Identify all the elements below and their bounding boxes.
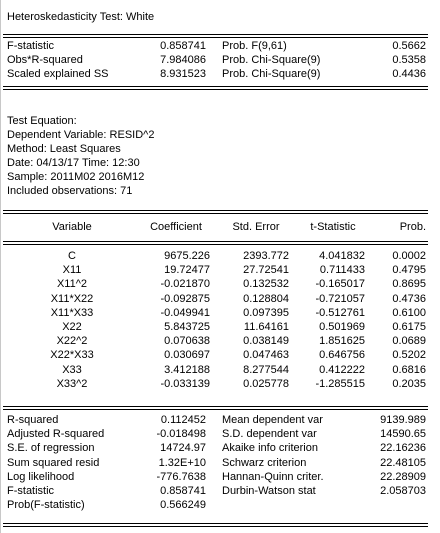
coef-cell: 0.711433 <box>319 264 365 277</box>
coef-variable-name: X22^2 <box>56 335 88 348</box>
coef-cell: 0.070638 <box>164 335 210 348</box>
coef-cell: 0.501969 <box>319 321 365 333</box>
coef-cell: 0.5202 <box>392 349 426 362</box>
coef-cell: -0.049941 <box>160 306 210 319</box>
coef-cell: 0.646756 <box>319 349 365 362</box>
coef-cell: 0.132532 <box>243 278 289 291</box>
coef-cell: 0.6175 <box>392 321 426 333</box>
coef-variable-name: X33^2 <box>56 377 88 390</box>
stat-label: Prob(F-statistic) <box>7 499 85 512</box>
equation-info-line: Included observations: 71 <box>7 185 133 197</box>
coef-cell: 0.6100 <box>392 306 426 319</box>
stat-value: 2.058703 <box>380 485 426 497</box>
test-prob-label: Prob. Chi-Square(9) <box>222 54 321 66</box>
test-prob-value: 0.5662 <box>392 40 426 52</box>
coef-cell: 0.412222 <box>319 363 365 376</box>
stats-bottom-rule <box>3 523 428 527</box>
equation-info-line: Method: Least Squares <box>7 143 121 155</box>
coef-cell: 0.2035 <box>392 377 426 390</box>
test-prob-value: 0.5358 <box>392 54 426 66</box>
coef-cell: 3.412188 <box>164 363 210 376</box>
coef-cell: -0.512761 <box>315 306 365 319</box>
coef-cell: 2393.772 <box>243 250 289 262</box>
coef-cell: 0.128804 <box>243 292 289 305</box>
coef-cell: 5.843725 <box>164 321 210 333</box>
coef-bottom-rule <box>3 406 428 410</box>
test-stat-name: Scaled explained SS <box>7 68 109 80</box>
coef-cell: 9675.226 <box>164 250 210 262</box>
stat-label: Schwarz criterion <box>222 456 307 469</box>
coef-cell: 0.0002 <box>392 250 426 262</box>
coef-cell: 11.64161 <box>243 321 289 333</box>
tests-rule <box>3 86 428 90</box>
left-border <box>0 0 1 533</box>
test-stat-name: F-statistic <box>7 40 55 52</box>
coef-cell: -0.033139 <box>160 377 210 390</box>
coef-cell: 19.72477 <box>164 264 210 277</box>
stat-label: Sum squared resid <box>7 456 100 469</box>
coef-cell: 0.025778 <box>243 377 289 390</box>
coef-cell: -1.285515 <box>315 377 365 390</box>
coef-cell: 8.277544 <box>243 363 289 376</box>
coef-variable-name: X11^2 <box>56 278 88 291</box>
coef-cell: 0.097395 <box>243 306 289 319</box>
coef-cell: -0.021870 <box>160 278 210 291</box>
coef-column-header: t-Statistic <box>310 221 356 233</box>
coef-cell: 4.041832 <box>319 250 365 262</box>
stat-value: 14590.65 <box>380 428 426 441</box>
stat-label: S.E. of regression <box>7 442 95 455</box>
coef-variable-name: X11*X22 <box>50 292 94 305</box>
stat-label: S.D. dependent var <box>222 428 317 441</box>
test-stat-value: 0.858741 <box>160 40 206 52</box>
stat-label: Log likelihood <box>7 470 75 483</box>
test-prob-label: Prob. F(9,61) <box>222 40 287 52</box>
coef-variable-name: X11 <box>62 264 82 277</box>
stat-value: 0.566249 <box>160 499 206 512</box>
title-rule <box>3 34 428 38</box>
stat-value: 22.28909 <box>380 470 426 483</box>
coef-cell: 0.6816 <box>392 363 426 376</box>
coef-variable-name: X33 <box>62 363 82 376</box>
coef-cell: -0.092875 <box>160 292 210 305</box>
stat-label: Adjusted R-squared <box>7 428 105 441</box>
coef-variable-name: X22 <box>62 321 82 333</box>
test-stat-value: 7.984086 <box>160 54 206 66</box>
stat-value: 0.858741 <box>160 485 206 497</box>
stat-label: Mean dependent var <box>222 414 323 426</box>
stat-label: Akaike info criterion <box>222 442 318 455</box>
equation-info-line: Dependent Variable: RESID^2 <box>7 129 155 141</box>
test-prob-value: 0.4436 <box>392 68 426 80</box>
coef-column-header: Prob. <box>399 221 426 233</box>
output-title: Heteroskedasticity Test: White <box>7 11 155 23</box>
stat-label: Durbin-Watson stat <box>222 485 316 497</box>
coef-cell: 0.4736 <box>392 292 426 305</box>
coef-cell: 0.047463 <box>243 349 289 362</box>
coef-variable-name: X11*X33 <box>50 306 94 319</box>
coef-column-header: Coefficient <box>150 221 202 233</box>
stat-value: -776.7638 <box>156 470 206 483</box>
stat-value: 14724.97 <box>160 442 206 455</box>
test-stat-value: 8.931523 <box>160 68 206 80</box>
equation-info-line: Test Equation: <box>7 115 77 127</box>
stat-label: F-statistic <box>7 485 55 497</box>
coef-column-header: Variable <box>52 221 92 233</box>
coef-cell: -0.165017 <box>315 278 365 291</box>
stat-label: R-squared <box>7 414 59 426</box>
coef-cell: 0.038149 <box>243 335 289 348</box>
coef-cell: 27.72541 <box>243 264 289 277</box>
stat-value: 22.48105 <box>380 456 426 469</box>
stat-value: 22.16236 <box>380 442 426 455</box>
coef-cell: 1.851625 <box>319 335 365 348</box>
coef-variable-name: X22*X33 <box>50 349 94 362</box>
stat-value: -0.018498 <box>156 428 206 441</box>
equation-info-line: Sample: 2011M02 2016M12 <box>7 171 145 183</box>
stat-value: 0.112452 <box>160 414 206 426</box>
coef-cell: 0.8695 <box>392 278 426 291</box>
coef-variable-name: C <box>68 250 76 262</box>
coef-cell: -0.721057 <box>315 292 365 305</box>
coef-column-header: Std. Error <box>232 221 280 233</box>
coef-header-rule <box>3 241 428 245</box>
coef-cell: 0.030697 <box>164 349 210 362</box>
coef-cell: 0.4795 <box>392 264 426 277</box>
stat-label: Hannan-Quinn criter. <box>222 470 324 483</box>
test-prob-label: Prob. Chi-Square(9) <box>222 68 321 80</box>
coef-top-rule <box>3 210 428 214</box>
test-stat-name: Obs*R-squared <box>7 54 83 66</box>
equation-info-line: Date: 04/13/17 Time: 12:30 <box>7 157 140 169</box>
stat-value: 9139.989 <box>380 414 426 426</box>
stat-value: 1.32E+10 <box>158 456 206 469</box>
coef-cell: 0.0689 <box>392 335 426 348</box>
